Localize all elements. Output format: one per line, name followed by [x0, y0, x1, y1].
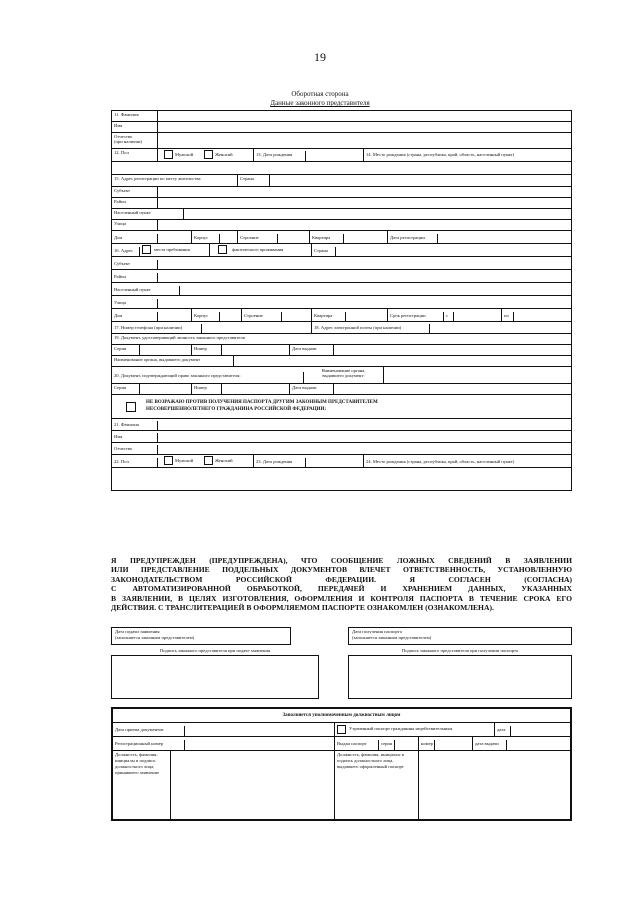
submit-date-label: Дата подачи заявления [115, 629, 160, 634]
issued-passport-label: Выдан паспорт [335, 740, 379, 750]
birth-date-field[interactable] [306, 149, 364, 161]
id-number-label: Номер [192, 345, 222, 355]
rep2-birth-place-field[interactable] [112, 468, 571, 490]
residence-locality-row [112, 209, 571, 220]
auth-issuer-line1: Наименование органа, [321, 368, 366, 373]
birth-date-label: 13. Дата рождения [254, 151, 306, 161]
accepting-officer-label [113, 751, 171, 819]
stay-subject-label: Субъект [112, 260, 158, 269]
stay-building-field[interactable] [282, 309, 312, 321]
residence-house-field[interactable] [158, 231, 192, 243]
residence-street-label: Улица [112, 220, 158, 230]
stay-from-field[interactable] [454, 309, 502, 321]
id-number-field[interactable] [222, 345, 290, 355]
issued-number-field[interactable] [435, 737, 473, 750]
male-checkbox[interactable] [164, 150, 173, 159]
surname-field[interactable] [158, 111, 571, 121]
id-issue-date-field[interactable] [334, 345, 571, 355]
rep2-patronymic-row [112, 443, 571, 455]
auth-series-field[interactable] [140, 384, 192, 394]
id-doc-details-row [112, 345, 571, 356]
stay-title: 16. Адрес [112, 247, 140, 256]
phone-label: 17. Номер телефона (при наличии) [112, 324, 202, 333]
issuing-officer-line: выдавшего оформленный паспорт [337, 763, 404, 769]
birth-place-label: 14. Место рождения (страна, республика, край, область, населенный пункт) [366, 152, 515, 157]
rep2-name-label: Имя [112, 433, 158, 442]
stay-district-field[interactable] [158, 270, 571, 282]
stay-apartment-label: Квартира [312, 312, 346, 321]
issued-date-label: дата выдачи [473, 740, 507, 750]
rep2-male-checkbox[interactable] [164, 456, 173, 465]
issuing-officer-line: подпись должностного лица, [337, 757, 394, 763]
lost-date-label: дата [495, 726, 511, 736]
id-issuer-label: Наименование органа, выдавшего документ [112, 356, 234, 366]
warning-line: ДЕЙСТВИЯ. С ТРАНСЛИТЕРАЦИЕЙ В ОФОРМЛЯЕМОМ ПАСПОРТЕ ОЗНАКОМЛЕН (ОЗНАКОМЛЕНА). [111, 603, 494, 613]
auth-number-field[interactable] [222, 384, 290, 394]
name-field[interactable] [158, 122, 571, 132]
residence-korpus-label: Корпус [192, 234, 220, 243]
stay-locality-row [112, 283, 571, 296]
female-label: Женский [215, 152, 233, 157]
issued-series-field[interactable] [395, 737, 419, 750]
receive-date-note: (заполняется законным представителем) [352, 634, 432, 640]
rep2-patronymic-field[interactable] [158, 443, 571, 454]
rep2-surname-row [112, 419, 571, 431]
stay-title-row [112, 244, 571, 257]
submit-date-box[interactable] [111, 627, 291, 645]
rep2-surname-label: 21. Фамилия [112, 421, 158, 430]
female-checkbox[interactable] [204, 150, 213, 159]
sex-row [112, 149, 571, 162]
warning-line: С АВТОМАТИЗИРОВАННОЙ ОБРАБОТКОЙ, ПЕРЕДАЧЕЙ И ХРАНЕНИЕМ ДАННЫХ, УКАЗАННЫХ [111, 584, 572, 594]
surname-row [112, 111, 571, 122]
residence-street-field[interactable] [158, 220, 571, 230]
accepting-officer-line: инициалы и подпись [115, 757, 156, 763]
id-series-field[interactable] [140, 345, 192, 355]
accepting-officer-field[interactable] [171, 751, 335, 819]
issuing-officer-label [335, 751, 419, 819]
residence-district-row [112, 198, 571, 209]
patronymic-field[interactable] [158, 133, 571, 148]
lost-passport-label: Утраченный паспорт гражданина недействительным [349, 726, 453, 731]
residence-subject-field[interactable] [158, 187, 571, 197]
official-use-block [111, 707, 572, 821]
stay-building-label: Строение [242, 312, 282, 321]
officers-row [113, 751, 570, 819]
stay-house-label: Дом [112, 312, 158, 321]
rep2-birth-date-field[interactable] [306, 455, 364, 467]
stay-from-label: с [444, 312, 454, 321]
stay-apartment-field[interactable] [346, 309, 388, 321]
auth-doc-title: 20. Документ, подтверждающий право законного представителя: [112, 372, 304, 383]
stay-subject-field[interactable] [158, 257, 571, 269]
rep2-sex-row [112, 455, 571, 468]
residence-locality-field[interactable] [184, 209, 571, 219]
warning-line: В ЗАЯВЛЕНИИ, В ЦЕЛЯХ ИЗГОТОВЛЕНИЯ, ОФОРМЛЕНИЯ И КОНТРОЛЯ ПАСПОРТА В ТЕЧЕНИЕ СРОКА ЕГО [111, 593, 572, 603]
phone-field[interactable] [202, 322, 312, 333]
id-issuer-field[interactable] [234, 356, 571, 366]
stay-to-label: по [502, 312, 514, 321]
stay-country-field[interactable] [336, 244, 571, 256]
reg-number-label: Регистрационный номер [113, 740, 185, 750]
stay-korpus-field[interactable] [220, 309, 242, 321]
stay-locality-label: Населенный пункт [112, 286, 180, 295]
stay-street-row [112, 296, 571, 309]
surname-label: 11. Фамилия [112, 111, 158, 121]
stay-house-field[interactable] [158, 309, 192, 321]
residence-house-row [112, 231, 571, 244]
legal-warning [111, 556, 572, 612]
male-label: Мужской [175, 152, 194, 157]
stay-actual-option [210, 244, 312, 256]
residence-subject-row [112, 187, 571, 198]
submit-signature-caption: Подпись законного представителя при подаче заявления [159, 648, 271, 653]
birth-place-field[interactable] [112, 162, 571, 175]
auth-issuer-field[interactable] [384, 367, 571, 383]
residence-apartment-label: Квартира [310, 234, 344, 243]
contacts-row [112, 322, 571, 334]
residence-building-label: Строение [238, 234, 278, 243]
rep2-name-field[interactable] [158, 431, 571, 442]
representative-form [111, 110, 572, 491]
stay-district-label: Район [112, 273, 158, 282]
issued-series-label: серия [379, 740, 395, 750]
actual-residence-label: фактического проживания [232, 247, 284, 252]
stay-district-row [112, 270, 571, 283]
rep2-female-checkbox[interactable] [204, 456, 213, 465]
stay-street-label: Улица [112, 299, 158, 308]
rep2-sex-options [158, 455, 254, 467]
residence-subject-label: Субъект [112, 187, 158, 197]
id-doc-issuer-row [112, 356, 571, 367]
stay-place-option [140, 244, 210, 256]
submit-signature-area[interactable] [111, 655, 319, 699]
place-of-stay-checkbox[interactable] [142, 245, 151, 254]
receive-date-box[interactable] [348, 627, 572, 645]
residence-street-row [112, 220, 571, 231]
issued-number-label: номер [419, 740, 435, 750]
id-doc-title-row [112, 334, 571, 345]
residence-building-field[interactable] [278, 231, 310, 243]
patronymic-label [112, 133, 158, 148]
id-issue-date-label: Дата выдачи [290, 345, 334, 355]
warning-line: ИЛИ ПРЕДСТАВЛЕНИЕ ПОДДЕЛЬНЫХ ДОКУМЕНТОВ ВЛЕЧЕТ ОТВЕТСТВЕННОСТЬ, УСТАНОВЛЕННУЮ [111, 565, 572, 575]
warning-line: Я ПРЕДУПРЕЖДЕН (ПРЕДУПРЕЖДЕНА), ЧТО СООБЩЕНИЕ ЛОЖНЫХ СВЕДЕНИЙ В ЗАЯВЛЕНИИ [111, 556, 572, 565]
reg-number-row [113, 737, 570, 751]
auth-doc-title-row [112, 367, 571, 384]
residence-korpus-field[interactable] [220, 231, 238, 243]
consent-row [112, 395, 571, 419]
issued-date-field[interactable] [507, 737, 570, 750]
reg-number-field[interactable] [185, 737, 335, 750]
rep2-female-label: Женский [215, 458, 233, 463]
lost-date-field[interactable] [511, 723, 570, 736]
auth-number-label: Номер [192, 384, 222, 394]
actual-residence-checkbox[interactable] [218, 245, 227, 254]
sex-options [158, 149, 254, 161]
issuing-officer-line: Должность, фамилия, инициалы и [337, 752, 405, 757]
consent-line2: НЕСОВЕРШЕННОЛЕТНЕГО ГРАЖДАНИНА РОССИЙСКОЙ ФЕДЕРАЦИИ: [146, 407, 327, 412]
auth-issuer-label [304, 367, 384, 383]
residence-regdate-label: Дата регистрации [388, 234, 438, 243]
accepting-officer-line: должностного лица, [115, 763, 155, 769]
place-of-stay-label: места пребывания [154, 247, 190, 252]
receive-signature-area[interactable] [348, 655, 572, 699]
email-field[interactable] [430, 322, 571, 333]
residence-apartment-field[interactable] [344, 231, 388, 243]
residence-country-label: Страна [238, 175, 270, 186]
stay-locality-field[interactable] [180, 283, 571, 295]
accepting-officer-line: принявшего заявление [115, 769, 160, 775]
rep2-male-label: Мужской [175, 458, 194, 463]
side-heading: Оборотная сторона [291, 90, 349, 98]
stay-subject-row [112, 257, 571, 270]
residence-locality-label: Населенный пункт [112, 209, 184, 219]
auth-series-label: Серия [112, 384, 140, 394]
consent-line1: НЕ ВОЗРАЖАЮ ПРОТИВ ПОЛУЧЕНИЯ ПАСПОРТА ДРУГИМ ЗАКОННЫМ ПРЕДСТАВИТЕЛЕМ [146, 400, 378, 405]
warning-line: ЗАКОНОДАТЕЛЬСТВОМ РОССИЙСКОЙ ФЕДЕРАЦИИ. Я СОГЛАСЕН (СОГЛАСНА) [111, 574, 572, 584]
lost-passport-checkbox[interactable] [337, 725, 346, 734]
patronymic-note: (при наличии) [114, 139, 142, 145]
accept-date-row [113, 723, 570, 737]
page-number: 19 [314, 50, 326, 64]
official-title: Заполняется уполномоченным должностным лицом [113, 709, 570, 723]
residence-house-label: Дом [112, 234, 158, 243]
accepting-officer-line: Должность, фамилия, [115, 752, 158, 757]
stay-to-field[interactable] [514, 309, 571, 321]
issuing-officer-field[interactable] [419, 751, 570, 819]
residence-country-field[interactable] [270, 175, 571, 186]
rep2-patronymic-label: Отчество [112, 445, 158, 454]
stay-korpus-label: Корпус [192, 312, 220, 321]
patronymic-row [112, 133, 571, 149]
id-doc-title: 19. Документ, удостоверяющий личность законного представителя [114, 335, 245, 340]
auth-issue-date-label: Дата выдачи [290, 384, 334, 394]
auth-issue-date-field[interactable] [334, 384, 571, 394]
section-heading: Данные законного представителя [270, 99, 370, 107]
rep2-birth-date-label: 23. Дата рождения [254, 458, 306, 467]
rep2-sex-label: 22. Пол [112, 458, 158, 467]
consent-checkbox[interactable] [126, 402, 136, 412]
stay-country-label: Страна [312, 247, 336, 256]
residence-district-label: Район [112, 198, 158, 208]
accept-date-field[interactable] [185, 723, 335, 736]
submit-date-note: (заполняется законным представителем) [115, 634, 195, 640]
patronymic-text: Отчество [114, 134, 133, 139]
rep2-birth-place-label: 24. Место рождения (страна, республика, край, область, населенный пункт) [366, 459, 515, 464]
lost-passport-cell [335, 723, 495, 736]
name-row [112, 122, 571, 133]
name-label: Имя [112, 122, 158, 132]
receive-signature-caption: Подпись законного представителя при получении паспорта [401, 648, 519, 653]
auth-issuer-line2: выдавшего документ: [322, 373, 365, 379]
stay-street-field[interactable] [158, 296, 571, 308]
receive-date-label: Дата получения паспорта [352, 629, 402, 634]
accept-date-label: Дата приема документов [113, 726, 185, 736]
residence-regdate-field[interactable] [438, 231, 571, 243]
auth-doc-details-row [112, 384, 571, 395]
rep2-surname-field[interactable] [158, 419, 571, 430]
email-label: 18. Адрес электронной почты (при наличии) [312, 324, 430, 333]
id-series-label: Серия [112, 345, 140, 355]
residence-district-field[interactable] [158, 198, 571, 208]
rep2-name-row [112, 431, 571, 443]
stay-house-row [112, 309, 571, 322]
stay-regterm-label: Срок регистрации [388, 312, 444, 321]
residence-title-row [112, 175, 571, 187]
residence-title: 15. Адрес регистрации по месту жительства [112, 175, 238, 186]
sex-label: 12. Пол [112, 149, 158, 161]
